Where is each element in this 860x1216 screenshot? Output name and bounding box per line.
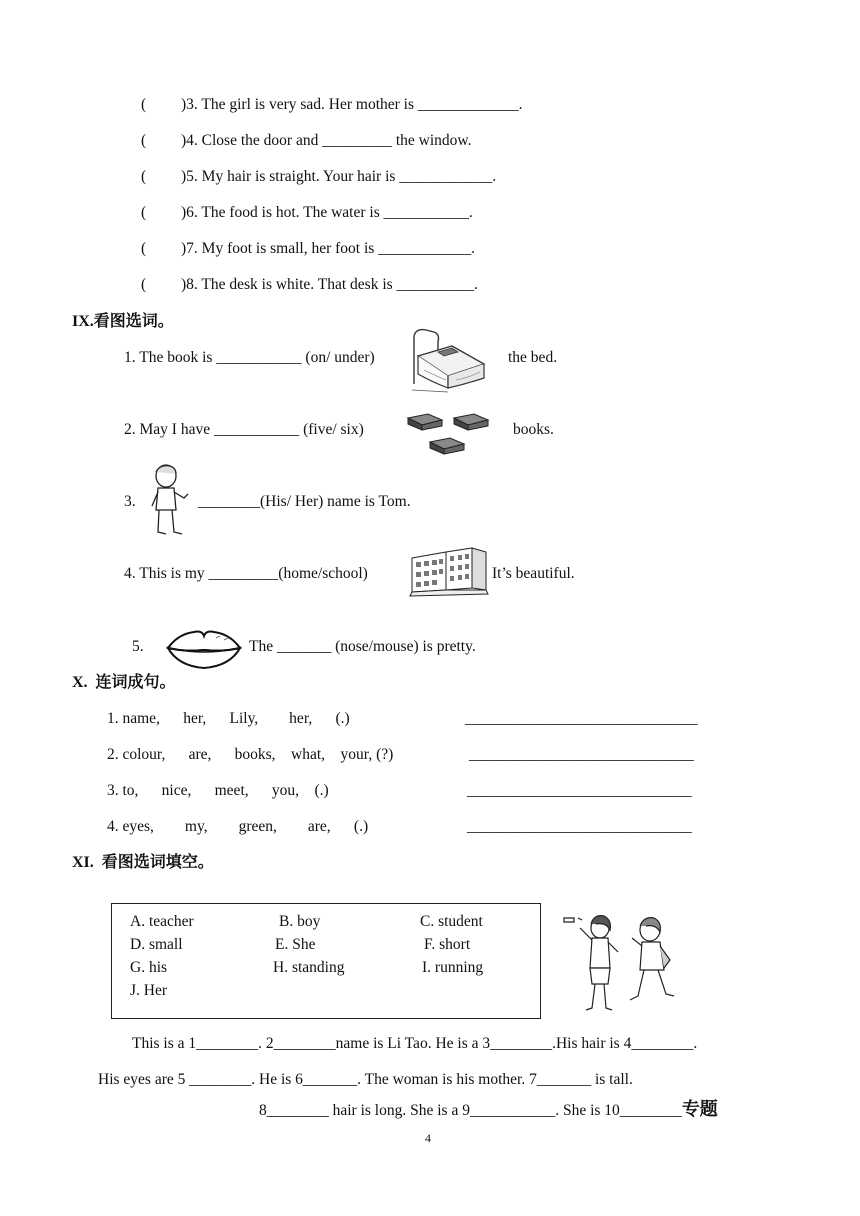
question-text-end: The _______ (nose/mouse) is pretty.: [249, 638, 476, 655]
passage-line: His eyes are 5 ________. He is 6_______. The woman is his mother. 7_______ is tall.: [98, 1071, 633, 1088]
item-text: )7. My foot is small, her foot is ____________.: [181, 240, 476, 257]
passage-line: [259, 1100, 718, 1121]
item-paren: (: [141, 276, 147, 293]
teacher-and-student-icon: [560, 908, 682, 1016]
question-text: 5.: [132, 638, 144, 655]
question-text-end: It’s beautiful.: [492, 565, 575, 582]
word-list: 1. name, her, Lily, her, (.): [107, 710, 350, 727]
options-box: [111, 903, 541, 1019]
answer-blank: _____________________________: [469, 746, 694, 763]
lips-icon: [164, 626, 244, 672]
passage-tail: 专题: [681, 1099, 718, 1120]
section-title: X. 连词成句。: [72, 674, 176, 691]
item-text: )5. My hair is straight. Your hair is ____________.: [181, 168, 497, 185]
section-title: XI. 看图选词填空。: [72, 854, 214, 871]
question-text: 2. May I have ___________ (five/ six): [124, 421, 364, 438]
passage-line: This is a 1________. 2________name is Li Tao. He is a 3________.His hair is 4________.: [132, 1035, 698, 1052]
word-list: 3. to, nice, meet, you, (.): [107, 782, 329, 799]
question-text-end: books.: [513, 421, 554, 438]
option: E. She: [275, 936, 316, 953]
option: F. short: [424, 936, 471, 953]
bed-icon: [408, 326, 490, 394]
question-text: 1. The book is ___________ (on/ under): [124, 349, 375, 366]
item-paren: (: [141, 168, 147, 185]
answer-blank: ______________________________: [465, 710, 698, 727]
option: D. small: [130, 936, 183, 953]
option: A. teacher: [130, 913, 194, 930]
question-text: 4. This is my _________(home/school): [124, 565, 368, 582]
option: G. his: [130, 959, 168, 976]
item-text: )8. The desk is white. That desk is __________.: [181, 276, 478, 293]
answer-blank: _____________________________: [467, 782, 692, 799]
word-list: 4. eyes, my, green, are, (.): [107, 818, 369, 835]
boy-icon: [144, 462, 194, 542]
question-text-end: ________(His/ Her) name is Tom.: [198, 493, 411, 510]
option: C. student: [420, 913, 483, 930]
option: H. standing: [273, 959, 345, 976]
school-building-icon: [408, 544, 490, 598]
option: B. boy: [279, 913, 321, 930]
item-paren: (: [141, 204, 147, 221]
section-title: IX.看图选词。: [72, 313, 174, 330]
answer-blank: _____________________________: [467, 818, 692, 835]
item-paren: (: [141, 240, 147, 257]
item-paren: (: [141, 96, 147, 113]
item-text: )4. Close the door and _________ the window.: [181, 132, 472, 149]
page-number: 4: [425, 1131, 431, 1145]
item-text: )3. The girl is very sad. Her mother is _____________.: [181, 96, 523, 113]
question-text-end: the bed.: [508, 349, 558, 366]
option: I. running: [422, 959, 484, 976]
passage-text: 8________ hair is long. She is a 9___________. She is 10________: [259, 1102, 682, 1119]
word-list: 2. colour, are, books, what, your, (?): [107, 746, 394, 763]
books-icon: [404, 408, 492, 464]
option: J. Her: [130, 982, 168, 999]
question-text: 3.: [124, 493, 136, 510]
item-text: )6. The food is hot. The water is ___________.: [181, 204, 473, 221]
item-paren: (: [141, 132, 147, 149]
